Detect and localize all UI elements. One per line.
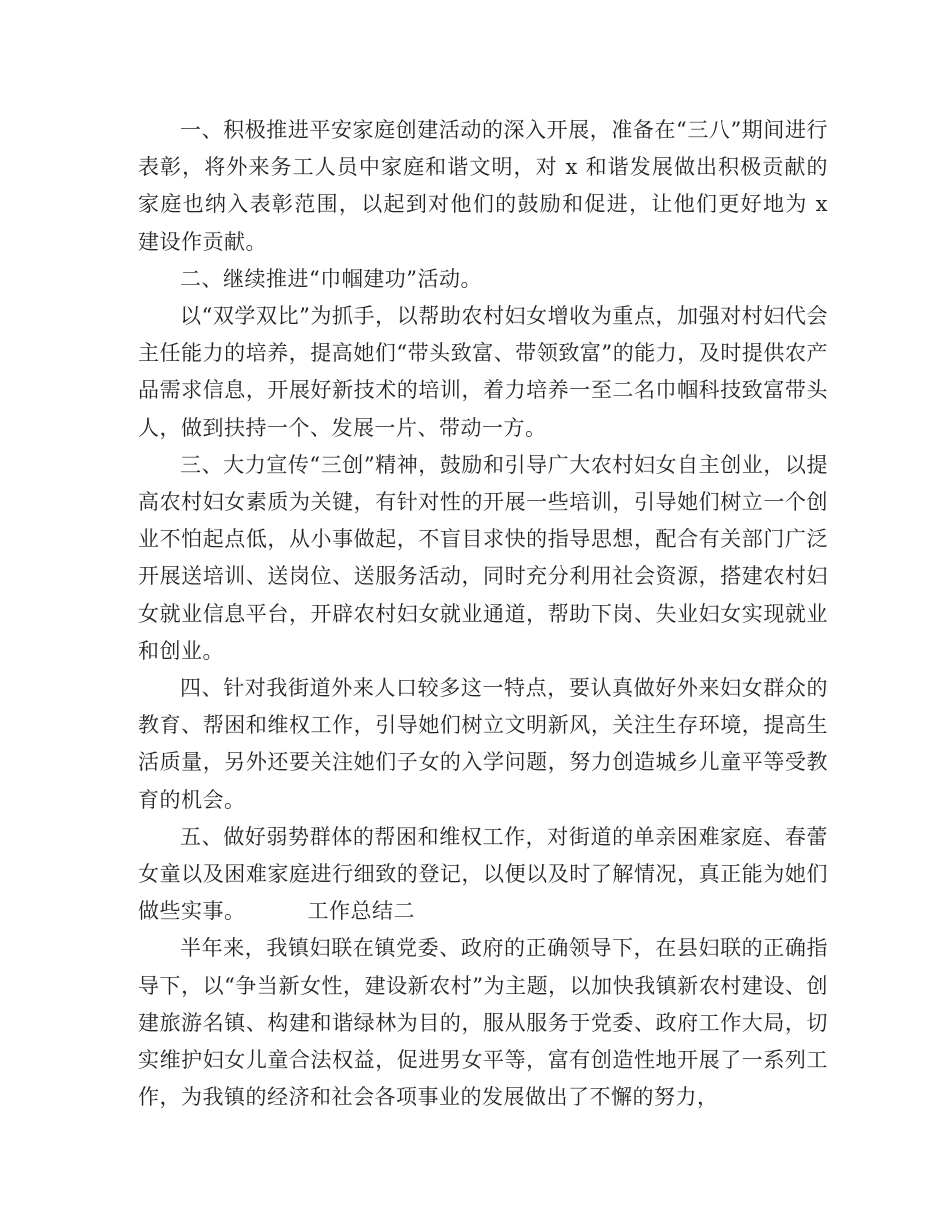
paragraph-6-text: 五、做好弱势群体的帮困和维权工作，对街道的单亲困难家庭、春蕾女童以及困难家庭进行细致的登记，以便以及时了解情况，真正能为她们做些实事。: [138, 824, 828, 924]
paragraph-3: 以“双学双比”为抓手，以帮助农村妇女增收为重点，加强对村妇代会主任能力的培养，提高她们“带头致富、带领致富”的能力，及时提供农产品需求信息，开展好新技术的培训，着力培养一至二名巾帼科技致富带头人，做到扶持一个、发展一片、带动一方。: [138, 304, 828, 440]
paragraph-4: 三、大力宣传“三创”精神，鼓励和引导广大农村妇女自主创业，以提高农村妇女素质为关键，有针对性的开展一些培训，引导她们树立一个创业不怕起点低，从小事做起，不盲目求快的指导思想，配合有关部门广泛开展送培训、送岗位、送服务活动，同时充分利用社会资源，搭建农村妇女就业信息平台，开辟农村妇女就业通道，帮助下岗、失业妇女实现就业和创业。: [138, 452, 828, 663]
paragraph-5: 四、针对我街道外来人口较多这一特点，要认真做好外来妇女群众的教育、帮困和维权工作，引导她们树立文明新风，关注生存环境，提高生活质量，另外还要关注她们子女的入学问题，努力创造城乡儿童平等受教育的机会。: [138, 676, 828, 812]
section-heading-work-summary-2: 工作总结二: [307, 899, 415, 924]
paragraph-6: [138, 819, 828, 931]
document-body: [138, 112, 828, 1116]
paragraph-1: 一、积极推进平安家庭创建活动的深入开展，准备在“三八”期间进行表彰，将外来务工人员中家庭和谐文明，对 x 和谐发展做出积极贡献的家庭也纳入表彰范围，以起到对他们的鼓励和促进，让他们更好地为 x 建设作贡献。: [138, 118, 828, 254]
paragraph-7: 半年来，我镇妇联在镇党委、政府的正确领导下，在县妇联的正确指导下，以“争当新女性，建设新农村”为主题，以加快我镇新农村建设、创建旅游名镇、构建和谐绿林为目的，服从服务于党委、政府工作大局，切实维护妇女儿童合法权益，促进男女平等，富有创造性地开展了一系列工作，为我镇的经济和社会各项事业的发展做出了不懈的努力，: [138, 936, 828, 1110]
paragraph-2: 二、继续推进“巾帼建功”活动。: [180, 266, 482, 291]
